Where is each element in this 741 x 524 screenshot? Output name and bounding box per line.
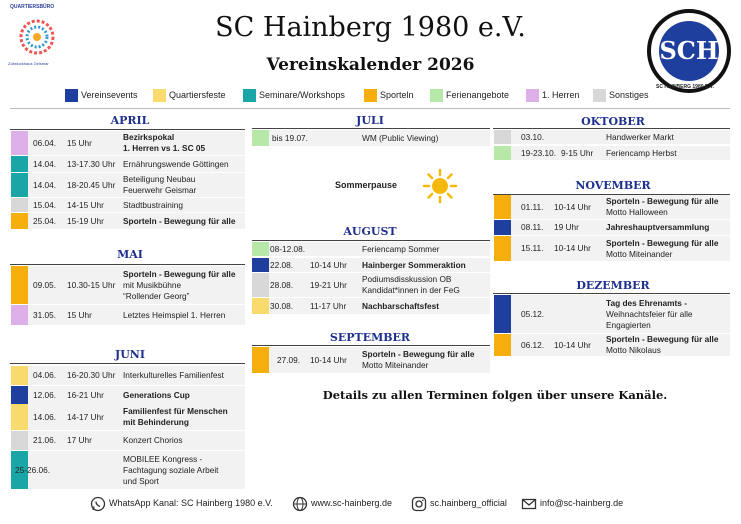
mail-icon	[521, 496, 537, 512]
event-date: 19-23.10.	[521, 147, 557, 158]
legend-item	[65, 88, 138, 102]
event-date: 21.06.	[33, 435, 57, 445]
month-divider	[252, 345, 490, 346]
event-title-line: Motto Nikolaus	[606, 345, 661, 355]
category-color-bar	[11, 213, 28, 229]
category-color-bar	[252, 298, 269, 314]
event-date: 22.08.	[270, 259, 294, 270]
event-title-line: Sporteln - Bewegung für alle	[123, 215, 236, 226]
event-row	[11, 366, 245, 385]
event-time: 17 Uhr	[67, 435, 92, 445]
page-subtitle: Vereinskalender 2026	[266, 55, 475, 75]
event-time: 19 Uhr	[554, 222, 579, 232]
event-row	[11, 305, 245, 325]
month-heading-juli: JULI	[356, 114, 384, 127]
event-row	[11, 198, 245, 212]
event-time: 15 Uhr	[67, 309, 92, 320]
instagram-label: sc.hainberg_official	[430, 498, 507, 508]
legend-label: 1. Herren	[542, 90, 580, 100]
month-heading-juni: JUNI	[115, 348, 145, 361]
event-title-line: Handwerker Markt	[606, 131, 674, 142]
event-description	[123, 200, 183, 211]
legend-swatch	[430, 89, 443, 102]
category-color-bar	[252, 242, 269, 256]
event-description	[362, 133, 438, 144]
month-divider	[10, 129, 245, 130]
event-time: 18-20.45 Uhr	[67, 179, 116, 190]
legend-label: Sporteln	[380, 90, 414, 100]
event-date: 08-12.08.	[270, 243, 306, 254]
category-color-bar	[494, 220, 511, 235]
event-title-line: Sporteln - Bewegung für alle	[606, 334, 719, 344]
event-date: bis 19.07.	[272, 132, 308, 143]
event-description	[606, 238, 718, 260]
event-title-line: Sporteln - Bewegung für alle	[123, 268, 236, 279]
event-description	[362, 244, 439, 255]
event-row	[252, 242, 490, 256]
event-description	[606, 132, 674, 143]
legend-swatch	[593, 89, 606, 102]
event-row	[252, 347, 490, 373]
event-description	[606, 148, 677, 159]
category-color-bar	[11, 431, 28, 450]
event-description	[362, 349, 474, 371]
month-heading-april: APRIL	[110, 114, 150, 127]
event-description	[123, 174, 196, 196]
event-title-line: Interkulturelles Familienfest	[123, 370, 224, 380]
category-color-bar	[11, 404, 28, 430]
month-divider	[252, 240, 490, 241]
legend-label: Seminare/Workshops	[259, 90, 345, 100]
footer-whatsapp[interactable]	[90, 493, 273, 513]
event-time: 10-14 Uhr	[310, 259, 347, 270]
footer-instagram[interactable]	[411, 493, 507, 513]
event-row	[252, 258, 490, 272]
event-title-line: WM (Public Viewing)	[362, 132, 439, 143]
event-description	[123, 132, 205, 154]
event-title-line: Stadtbustraining	[123, 199, 183, 210]
category-color-bar	[494, 195, 511, 219]
event-row	[494, 236, 730, 261]
event-title-line: Jahreshauptversammlung	[606, 222, 710, 232]
event-time: 19-21 Uhr	[310, 279, 347, 290]
month-divider	[252, 128, 490, 129]
event-title-line: Engagierten	[606, 319, 651, 330]
event-date: 28.08.	[270, 279, 294, 290]
event-date: 12.06.	[33, 389, 57, 400]
event-row	[11, 156, 245, 172]
event-date: 25-26.06.	[15, 464, 51, 475]
sc-hainberg-logo	[646, 8, 732, 94]
event-time: 15 Uhr	[67, 137, 92, 148]
event-time: 14-17 Uhr	[67, 411, 104, 422]
event-row	[252, 273, 490, 297]
month-divider	[10, 264, 245, 265]
event-row	[494, 146, 730, 160]
legend-item	[243, 88, 345, 102]
legend-label: Quartiersfeste	[169, 90, 226, 100]
event-date: 03.10.	[521, 131, 545, 142]
event-date: 04.06.	[33, 370, 57, 380]
event-title-line: “Rollender Georg”	[123, 290, 190, 301]
event-date: 15.04.	[33, 199, 57, 210]
event-date: 09.05.	[33, 279, 57, 290]
event-row	[11, 404, 245, 430]
event-date: 27.09.	[277, 354, 301, 365]
event-description	[362, 260, 466, 271]
event-title-line: Familienfest für Menschen	[123, 406, 228, 416]
event-row	[494, 130, 730, 144]
event-title-line: Fachtagung soziale Arbeit	[123, 464, 219, 475]
legend-swatch	[65, 89, 78, 102]
event-row	[494, 195, 730, 219]
event-time: 9-15 Uhr	[561, 147, 594, 158]
event-title-line: Ernährungswende Göttingen	[123, 158, 229, 169]
month-heading-mai: MAI	[117, 248, 143, 261]
category-color-bar	[11, 198, 28, 212]
legend-item	[526, 88, 580, 102]
event-description	[362, 274, 460, 296]
event-title-line: mit Musikbühne	[123, 279, 182, 290]
event-row	[11, 173, 245, 197]
globe-icon	[292, 496, 308, 512]
legend-item	[430, 88, 509, 102]
event-description	[606, 196, 718, 218]
event-time: 13-17.30 Uhr	[67, 158, 116, 169]
event-time: 10-14 Uhr	[310, 354, 347, 365]
footer-website[interactable]	[292, 493, 392, 513]
event-title-line: Bezirkspokal	[123, 132, 175, 142]
instagram-icon	[411, 496, 427, 512]
legend-item	[364, 88, 414, 102]
month-heading-september: SEPTEMBER	[329, 331, 411, 344]
event-description	[123, 370, 224, 381]
category-color-bar	[494, 146, 511, 160]
event-row	[252, 298, 490, 314]
event-row	[11, 213, 245, 229]
event-time: 16-20.30 Uhr	[67, 370, 116, 380]
category-color-bar	[252, 130, 269, 146]
event-title-line: mit Behinderung	[123, 417, 189, 427]
month-divider	[493, 293, 730, 294]
event-time: 15-19 Uhr	[67, 215, 104, 226]
event-description	[606, 298, 693, 331]
event-time: 16-21 Uhr	[67, 389, 104, 400]
event-title-line: Sporteln - Bewegung für alle	[606, 196, 719, 206]
event-time: 14-15 Uhr	[67, 199, 104, 210]
event-time: 10-14 Uhr	[554, 201, 591, 212]
event-description	[606, 222, 709, 233]
category-color-bar	[252, 258, 269, 272]
left-logo-bottom-text: Zollstockhaus Geismar	[8, 61, 49, 66]
month-heading-november: NOVEMBER	[575, 179, 651, 192]
event-title-line: und Sport	[123, 475, 159, 486]
category-color-bar	[11, 266, 28, 304]
event-time: 10.30-15 Uhr	[67, 279, 116, 290]
month-divider	[10, 363, 245, 364]
event-row	[11, 451, 245, 489]
event-title-line: MOBILEE Kongress -	[123, 453, 203, 464]
event-date: 06.04.	[33, 137, 57, 148]
event-title-line: Konzert Chorios	[123, 435, 183, 445]
category-legend	[10, 84, 730, 106]
month-heading-dezember: DEZEMBER	[576, 279, 650, 292]
event-date: 05.12.	[521, 308, 545, 319]
event-description	[123, 269, 235, 302]
event-title-line: Motto Miteinander	[606, 248, 673, 259]
legend-item	[593, 88, 649, 102]
event-title-line: Sporteln - Bewegung für alle	[362, 349, 475, 359]
sun-icon	[422, 168, 458, 204]
event-time: 10-14 Uhr	[554, 339, 591, 350]
event-row	[252, 130, 490, 146]
category-color-bar	[252, 347, 269, 373]
month-heading-oktober: OKTOBER	[581, 115, 645, 128]
legend-swatch	[243, 89, 256, 102]
whatsapp-icon	[90, 496, 106, 512]
event-title-line: 1. Herren vs 1. SC 05	[123, 143, 206, 153]
left-logo-top-text: QUARTIERSBÜRO	[10, 4, 55, 10]
legend-swatch	[526, 89, 539, 102]
event-title-line: Nachbarschaftsfest	[362, 300, 440, 311]
event-date: 14.04.	[33, 179, 57, 190]
right-logo-text: SC HAINBERG 1980 E.V.	[656, 84, 714, 90]
event-description	[123, 435, 183, 446]
event-title-line: Sporteln - Bewegung für alle	[606, 237, 719, 248]
event-date: 08.11.	[521, 222, 544, 232]
legend-label: Sonstiges	[609, 90, 649, 100]
event-date: 31.05.	[33, 309, 57, 320]
event-row	[494, 295, 730, 333]
event-description	[123, 406, 228, 428]
event-date: 14.06.	[33, 411, 57, 422]
event-title-line: Feuerwehr Geismar	[123, 185, 197, 195]
legend-swatch	[364, 89, 377, 102]
event-date: 01.11.	[521, 201, 544, 212]
website-label: www.sc-hainberg.de	[311, 498, 393, 508]
svg-text:SCH: SCH	[659, 36, 719, 65]
footer-email[interactable]	[521, 493, 623, 513]
event-description	[123, 159, 229, 170]
category-color-bar	[494, 130, 511, 144]
event-row	[11, 131, 245, 155]
month-divider	[493, 128, 730, 129]
page-title: SC Hainberg 1980 e.V.	[215, 12, 526, 43]
month-heading-august: AUGUST	[343, 225, 397, 238]
category-color-bar	[494, 295, 511, 333]
event-title-line: Feriencamp Herbst	[606, 147, 677, 158]
event-title-line: Weihnachtsfeier für alle	[606, 308, 693, 319]
event-description	[123, 454, 218, 487]
email-label: info@sc-hainberg.de	[540, 498, 624, 508]
sommerpause-label: Sommerpause	[335, 180, 398, 190]
event-title-line: Hainberger Sommeraktion	[362, 259, 466, 270]
event-date: 30.08.	[270, 300, 294, 311]
event-description	[123, 216, 235, 227]
event-title-line: Motto Halloween	[606, 207, 668, 217]
category-color-bar	[11, 131, 28, 155]
details-note: Details zu allen Terminen folgen über unsere Kanäle.	[322, 388, 668, 402]
event-title-line: Letztes Heimspiel 1. Herren	[123, 309, 226, 320]
category-color-bar	[494, 236, 511, 261]
event-description	[606, 334, 718, 356]
event-row	[11, 266, 245, 304]
event-description	[123, 310, 225, 321]
category-color-bar	[252, 273, 269, 297]
event-time: 10-14 Uhr	[554, 243, 591, 253]
category-color-bar	[11, 156, 28, 172]
event-description	[123, 390, 190, 401]
event-time: 11-17 Uhr	[310, 300, 347, 311]
category-color-bar	[11, 366, 28, 385]
event-date: 25.04.	[33, 215, 57, 226]
event-title-line: Tag des Ehrenamts -	[606, 297, 687, 308]
event-date: 15.11.	[521, 243, 544, 253]
legend-label: Ferienangebote	[446, 90, 510, 100]
event-description	[362, 301, 439, 312]
event-date: 14.04.	[33, 158, 57, 169]
event-title-line: Beteiligung Neubau	[123, 174, 196, 184]
event-title-line: Feriencamp Sommer	[362, 243, 440, 254]
event-date: 06.12.	[521, 339, 545, 350]
event-row	[494, 334, 730, 356]
event-title-line: Podiumsdisskussion OB	[362, 274, 452, 284]
category-color-bar	[11, 386, 28, 404]
event-row	[11, 386, 245, 404]
event-row	[11, 431, 245, 450]
legend-item	[153, 88, 226, 102]
legend-swatch	[153, 89, 166, 102]
category-color-bar	[11, 305, 28, 325]
event-title-line: Kandidat*innen in der FeG	[362, 285, 460, 295]
event-title-line: Generations Cup	[123, 389, 190, 400]
category-color-bar	[494, 334, 511, 356]
event-row	[494, 220, 730, 235]
whatsapp-label: WhatsApp Kanal: SC Hainberg 1980 e.V.	[109, 498, 273, 508]
category-color-bar	[11, 173, 28, 197]
legend-divider	[10, 108, 730, 109]
legend-label: Vereinsevents	[81, 90, 138, 100]
event-title-line: Motto Miteinander	[362, 360, 429, 370]
